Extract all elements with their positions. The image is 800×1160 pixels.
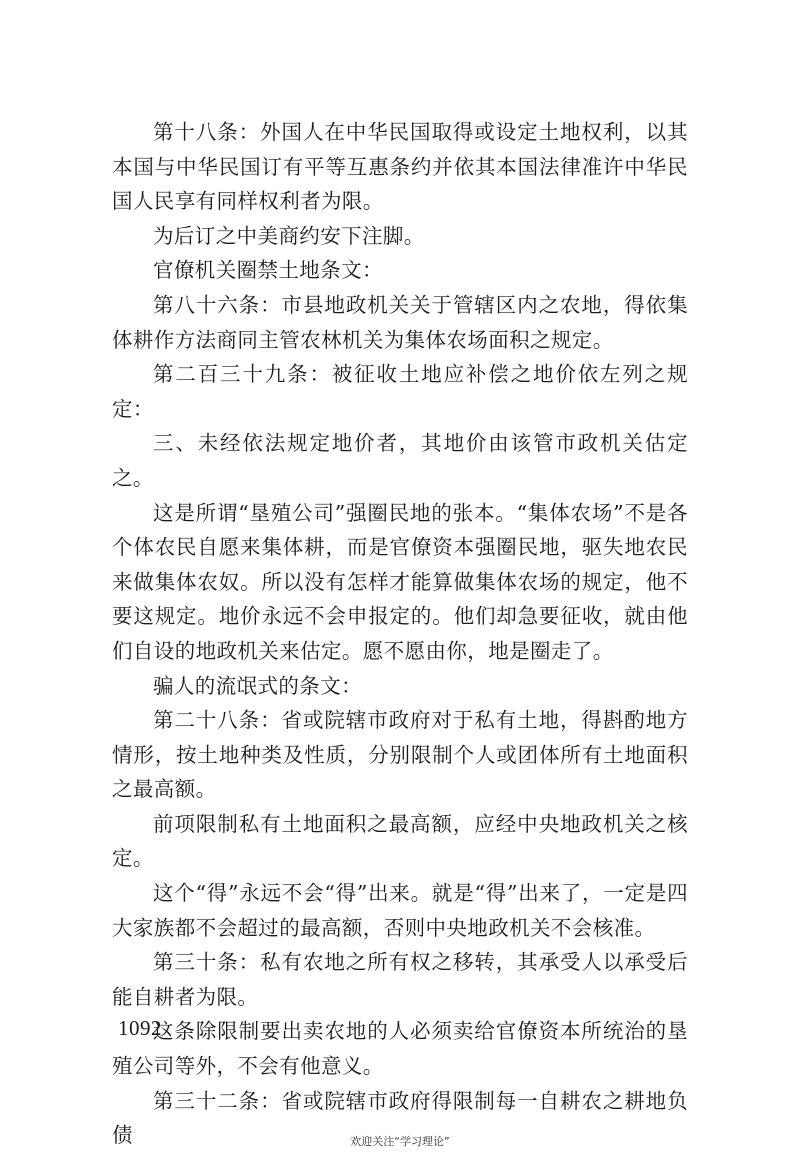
paragraph-heading-deceptive: 骗人的流氓式的条文： [153,673,362,698]
paragraph-commentary-3: 这个“得”永远不会“得”出来。就是“得”出来了，一定是四大家族都不会超过的最高额，否则中央地政机关不会核准。 [112,881,688,940]
paragraph-article-28: 第二十八条：省或院辖市政府对于私有土地，得斟酌地方情形，按土地种类及性质，分别限制个人或团体所有土地面积之最高额。 [112,708,688,802]
paragraph-article-18: 第十八条：外国人在中华民国取得或设定土地权利，以其本国与中华民国订有平等互惠条约并依其本国法律准许中华民国人民享有同样权利者为限。 [112,120,688,214]
paragraph-commentary-4: 这条除限制要出卖农地的人必须卖给官僚资本所统治的垦殖公司等外，不会有他意义。 [112,1019,688,1079]
paragraph-article-239-item-3: 三、未经依法规定地价者，其地价由该管市政机关估定之。 [112,431,688,490]
paragraph-article-239: 第二百三十九条：被征收土地应补偿之地价依左列之规定： [112,362,688,421]
paragraph-commentary-1: 为后订之中美商约安下注脚。 [153,223,425,248]
paragraph-article-28-clause-2: 前项限制私有土地面积之最高额，应经中央地政机关之核定。 [112,811,688,871]
paragraph-commentary-2: 这是所谓“垦殖公司”强圈民地的张本。“集体农场”不是各个体农民自愿来集体耕，而是官僚资本强圈民地，驱失地农民来做集体农奴。所以没有怎样才能算做集体农场的规定，他不要这规定。地价永远不会申报定的。他们却急要征收，就由他们自设的地政机关来估定。愿不愿由你，地是圈走了。 [112,500,688,663]
paragraph-heading-bureaucratic: 官僚机关圈禁土地条文： [153,258,383,283]
body-text [112,115,688,1153]
paragraph-article-30: 第三十条：私有农地之所有权之移转，其承受人以承受后能自耕者为限。 [112,950,688,1009]
paragraph-article-86: 第八十六条：市县地政机关关于管辖区内之农地，得依集体耕作方法商同主管农林机关为集体农场面积之规定。 [112,292,688,352]
page-number: 1092 [118,1016,162,1040]
footer-watermark: 欢迎关注“学习理论” [350,1135,450,1148]
paragraph-article-32: 第三十二条：省或院辖市政府得限制每一自耕农之耕地负债 [112,1088,688,1148]
